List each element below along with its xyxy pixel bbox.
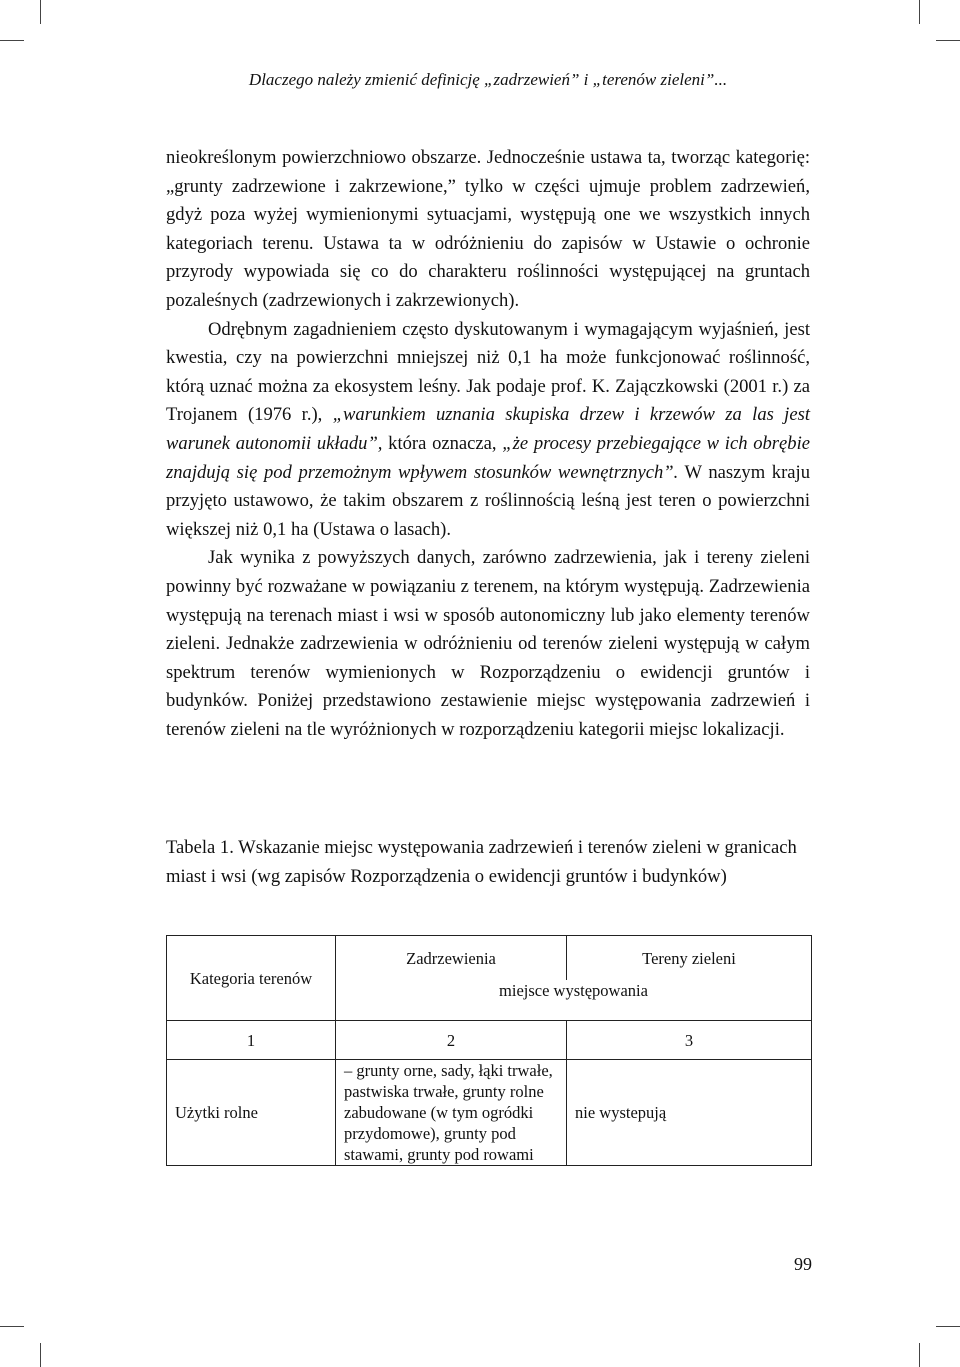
crop-mark <box>936 40 960 41</box>
crop-mark <box>40 1343 41 1367</box>
crop-mark <box>40 0 41 24</box>
column-number: 2 <box>336 1021 567 1060</box>
paragraph-2-text-b: która oznacza, <box>382 432 503 454</box>
row-zadrzewienia: – grunty orne, sady, łąki trwałe, pastwiska trwałe, grunty rolne zabudowane (w tym ogródki przydomowe), grunty pod stawami, grunty pod rowami <box>336 1060 567 1166</box>
body-text <box>166 144 810 744</box>
crop-mark <box>0 40 24 41</box>
column-number: 1 <box>167 1021 336 1060</box>
paragraph-2 <box>166 316 810 545</box>
crop-mark <box>936 1326 960 1327</box>
table-header-row <box>167 936 812 981</box>
crop-mark <box>919 0 920 24</box>
crop-mark <box>919 1343 920 1367</box>
paragraph-1: nieokreślonym powierzchniowo obszarze. Jednocześnie ustawa ta, tworząc kategorię: „grunty zadrzewione i zakrzewione,” tylko w części ujmuje problem zadrzewień, gdyż poza wyżej wymienionymi sytuacjami, występują one we wszystkich innych kategoriach terenu. Ustawa ta w odróżnieniu do zapisów w Ustawie o ochronie przyrody wypowiada się co do charakteru roślinności występującej na gruntach pozaleśnych (zadrzewionych i zakrzewionych). <box>166 147 810 311</box>
page-number: 99 <box>794 1254 812 1274</box>
paragraph-2-text-a: Odrębnym zagadnieniem często dyskutowanym i wymagającym wyjaśnień, jest kwestia, czy na powierzchni mniejszej niż 0,1 ha może funkcjonować roślinność, którą uznać można za ekosystem leśny. Jak podaje prof. K. Zajączkowski (2001 r.) za Trojanem (1976 r.), <box>166 318 810 426</box>
paragraph-3: Jak wynika z powyższych danych, zarówno zadrzewienia, jak i tereny zieleni powinny być rozważane w powiązaniu z terenem, na którym występują. Zadrzewienia występują na terenach miast i wsi w sposób autonomiczny lub jako elementy terenów zieleni. Jednakże zadrzewienia w odróżnieniu od terenów zieleni występują w całym spektrum terenów wymienionych w Rozporządzeniu o ewidencji gruntów i budynków. Poniżej przedstawiono zestawienie miejsc występowania zadrzewień i terenów zieleni na tle wyróżnionych w rozporządzeniu kategorii miejsc lokalizacji. <box>166 547 810 740</box>
quote-procesy: „że procesy przebiegające w ich obrębie znajdują się pod przemożnym wpływem stosunków wewnętrznych”. <box>166 432 811 483</box>
header-tereny-zieleni: Tereny zieleni <box>567 936 812 981</box>
quote-warunek: „warunkiem uznania skupiska drzew i krzewów za las jest warunek autonomii układu”, <box>166 404 811 454</box>
table-number-row <box>167 1021 812 1060</box>
paragraph-2-text-c: W naszym kraju przyjęto ustawowo, że takim obszarem z roślinnością leśną jest teren o powierzchni większej niż 0,1 ha (Ustawa o lasach). <box>166 461 810 540</box>
table-caption: Tabela 1. Wskazanie miejsc występowania zadrzewień i terenów zieleni w granicach miast i wsi (wg zapisów Rozporządzenia o ewidencji gruntów i budynków) <box>166 837 797 887</box>
header-category: Kategoria terenów <box>167 936 336 1021</box>
table-1 <box>166 935 812 1166</box>
header-miejsce-wystepowania: miejsce występowania <box>336 980 812 1021</box>
column-number: 3 <box>567 1021 812 1060</box>
row-tereny-zieleni: nie wystepują <box>567 1060 812 1166</box>
table-row <box>167 1060 812 1166</box>
crop-mark <box>0 1326 24 1327</box>
running-head: Dlaczego należy zmienić definicję „zadrzewień” i „terenów zieleni”... <box>248 70 728 89</box>
header-zadrzewienia: Zadrzewienia <box>336 936 567 981</box>
row-category: Użytki rolne <box>167 1060 336 1166</box>
